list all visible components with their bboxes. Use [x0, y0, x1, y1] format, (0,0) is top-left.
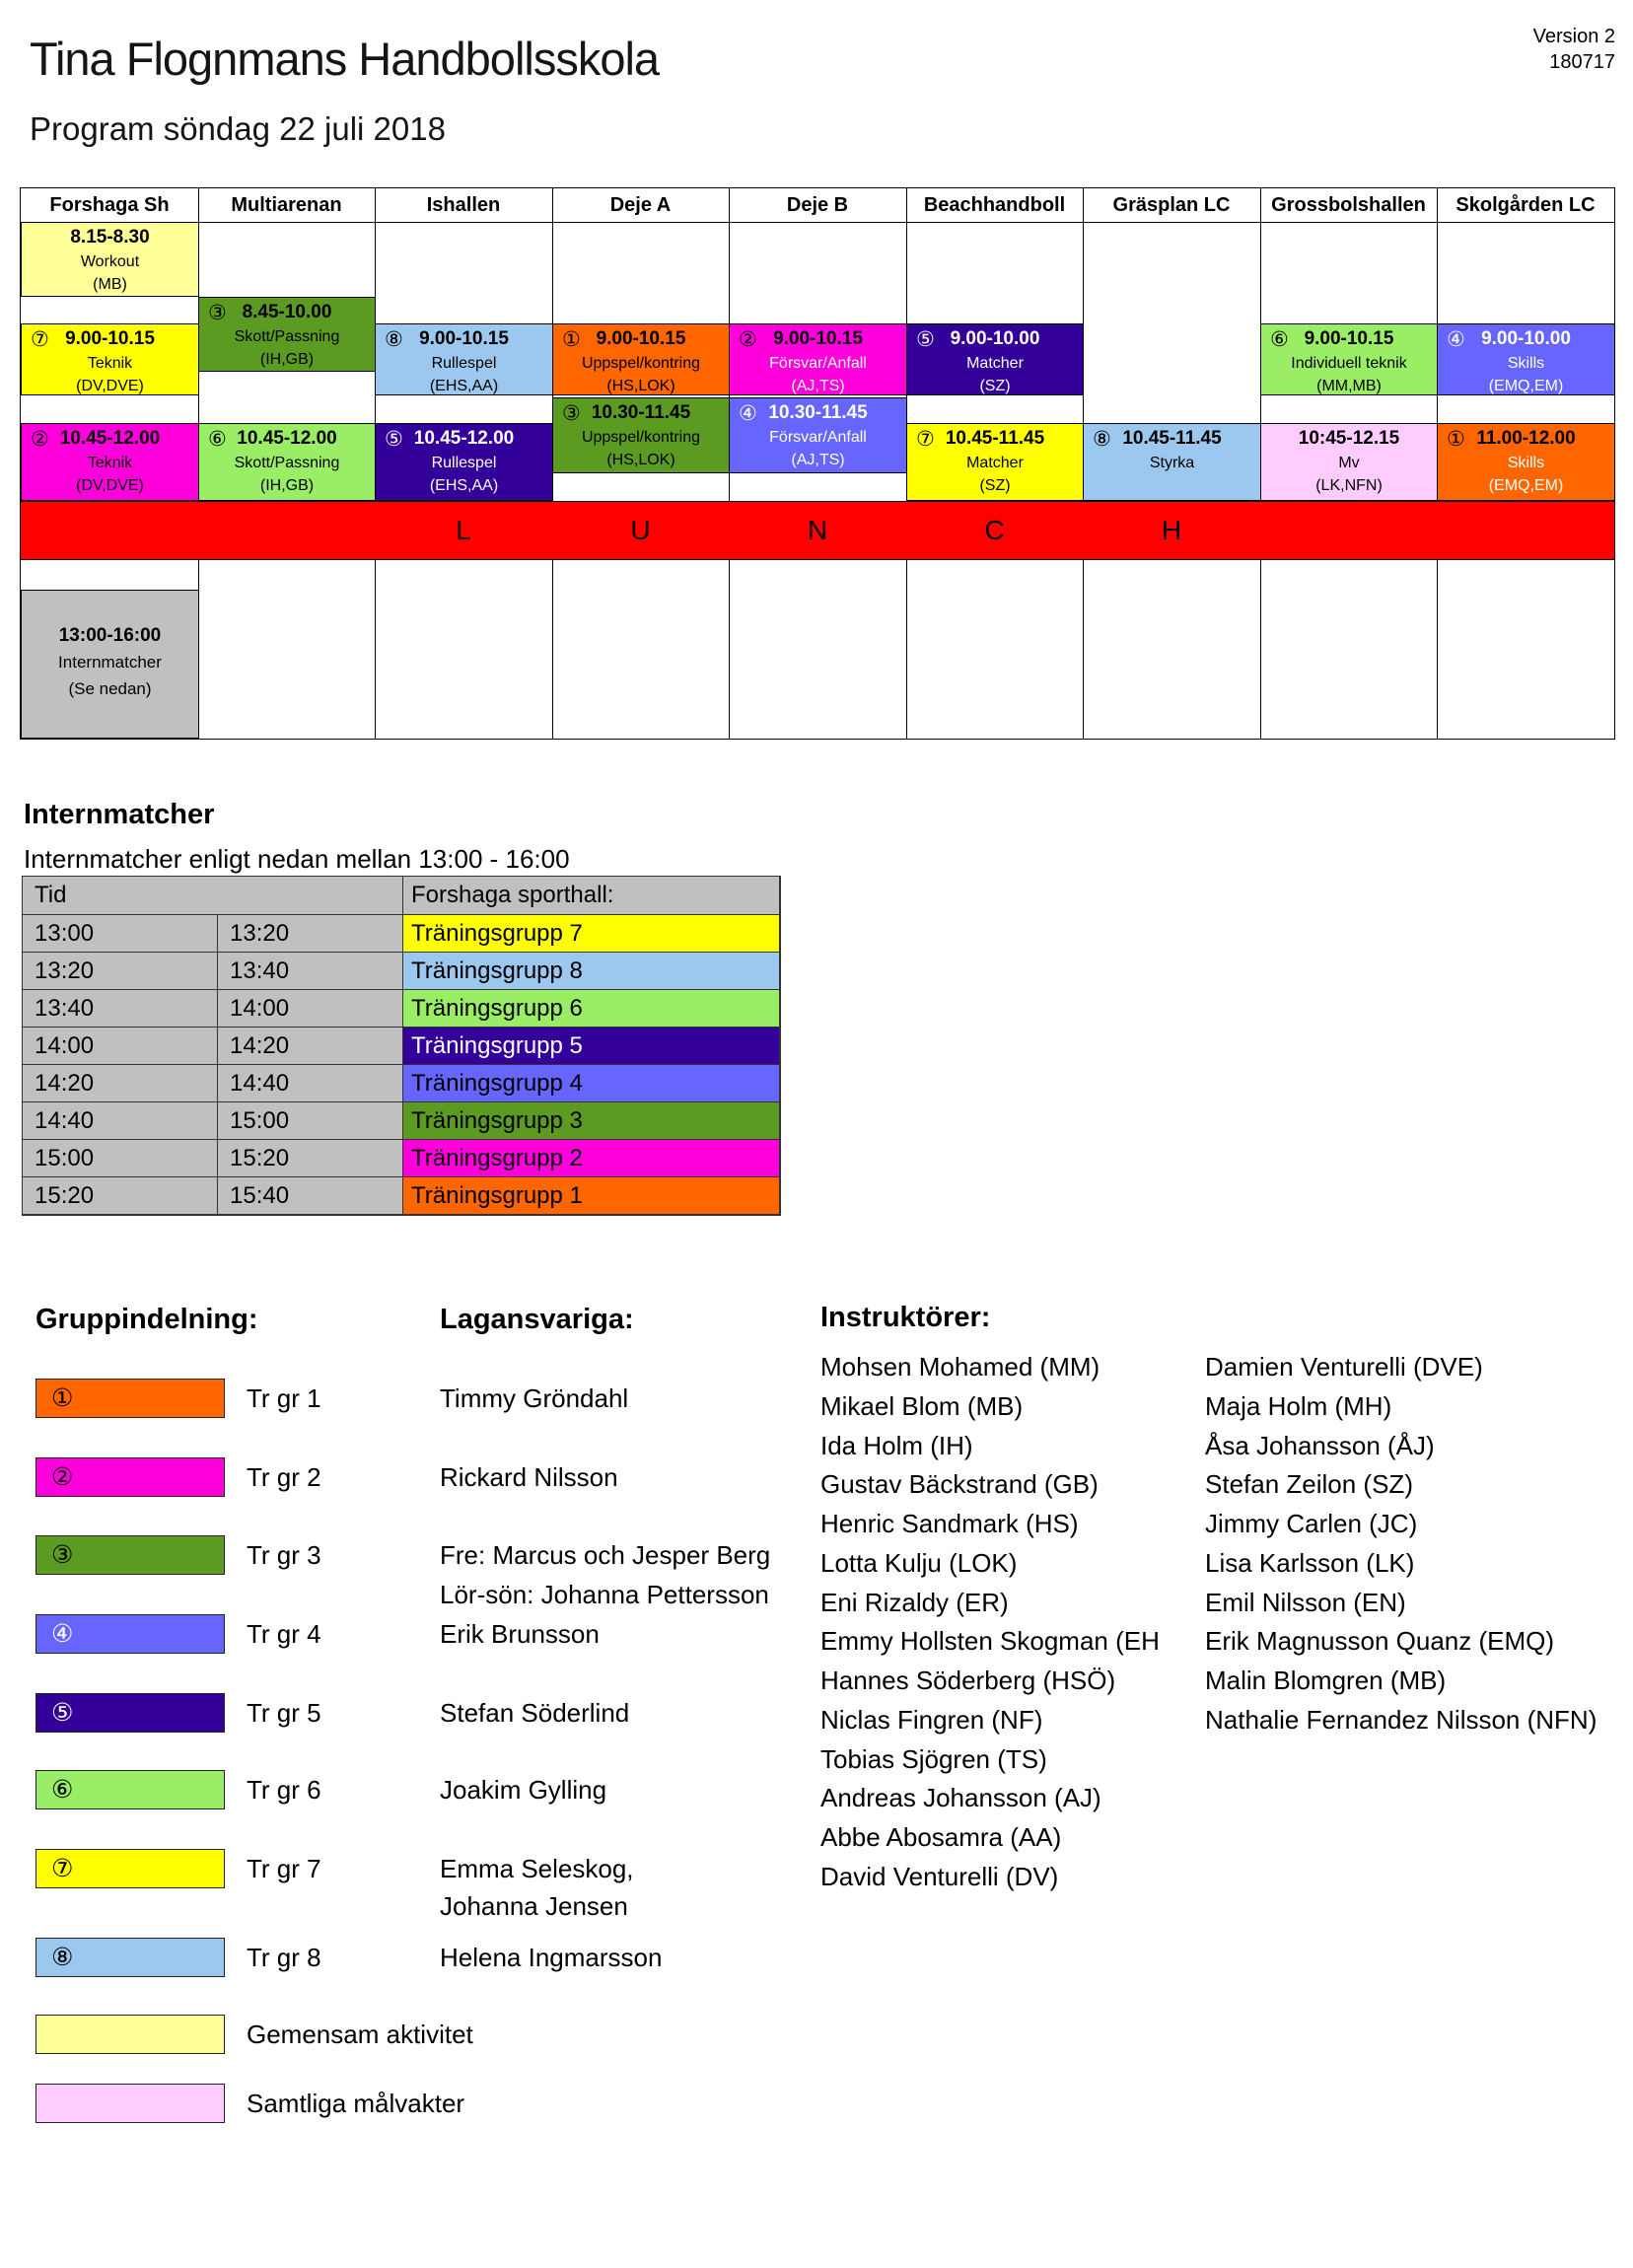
legend-color-bar	[36, 2015, 225, 2054]
manager-name: Timmy Gröndahl	[440, 1383, 629, 1413]
group-number-symbol: ①	[562, 328, 581, 351]
cell-time: 10.45-11.45	[945, 428, 1045, 449]
afternoon-time: 13:00-16:00	[58, 625, 162, 646]
im-header-tid: Tid	[23, 877, 403, 915]
cell-staff: (EMQ,EM)	[1488, 378, 1564, 394]
legend-label: Tr gr 2	[247, 1462, 321, 1492]
instructor-name: Lotta Kulju (LOK)	[820, 1548, 1018, 1578]
cell-staff: (IH,GB)	[259, 351, 315, 368]
cell-time: 10.45-12.00	[237, 428, 337, 449]
cell-time: 9.00-10.15	[1304, 328, 1394, 349]
im-group-cell: Träningsgrupp 1	[403, 1177, 780, 1215]
manager-name: Rickard Nilsson	[440, 1462, 618, 1492]
cell-time: 10.30-11.45	[591, 402, 691, 423]
instructor-name: Tobias Sjögren (TS)	[820, 1744, 1047, 1774]
cell-time: 9.00-10.15	[65, 328, 155, 349]
cell-staff: (AJ,TS)	[791, 378, 845, 394]
group-number-symbol: ⑦	[31, 328, 49, 351]
legend-color-bar	[36, 1457, 225, 1497]
cell-activity: Mv	[1338, 455, 1360, 471]
cell-activity: Rullespel	[431, 355, 497, 372]
cell-time: 11.00-12.00	[1476, 428, 1576, 449]
cell-activity: Teknik	[87, 355, 133, 372]
schedule-cell	[1260, 323, 1438, 395]
im-header-hall: Forshaga sporthall:	[403, 877, 780, 915]
schedule-cell	[21, 323, 199, 395]
schedule-column-header: Ishallen	[426, 193, 501, 216]
schedule-column-header: Grossbolshallen	[1271, 193, 1426, 216]
cell-time: 10.45-12.00	[413, 428, 515, 449]
cell-staff: (LK,NFN)	[1315, 477, 1383, 494]
instructor-name: Emmy Hollsten Skogman (EH	[820, 1626, 1160, 1656]
schedule-cell	[906, 323, 1084, 395]
schedule-cell	[198, 423, 376, 501]
schedule-cell	[552, 323, 730, 395]
legend-label: Tr gr 1	[247, 1383, 321, 1413]
cell-time: 10.30-11.45	[768, 402, 868, 423]
instructor-name: Stefan Zeilon (SZ)	[1205, 1469, 1413, 1499]
version-label: Version 2	[1532, 26, 1615, 47]
legend-label: Tr gr 8	[247, 1943, 321, 1972]
cell-activity: Skills	[1507, 355, 1545, 372]
schedule-cell	[1260, 423, 1438, 501]
instructor-name: Malin Blomgren (MB)	[1205, 1666, 1447, 1695]
legend-label: Tr gr 3	[247, 1540, 321, 1570]
legend-label: Tr gr 6	[247, 1775, 321, 1805]
cell-time: 9.00-10.15	[419, 328, 509, 349]
internmatcher-table	[22, 876, 781, 1216]
cell-activity: Matcher	[966, 355, 1024, 372]
im-end-time: 13:20	[218, 915, 403, 953]
instructor-name: Andreas Johansson (AJ)	[820, 1783, 1101, 1812]
instructor-name: Åsa Johansson (ÅJ)	[1205, 1431, 1435, 1460]
group-number-symbol: ①	[1447, 428, 1465, 451]
instructor-name: Damien Venturelli (DVE)	[1205, 1352, 1483, 1382]
cell-time: 8.45-10.00	[242, 302, 332, 322]
im-end-time: 14:20	[218, 1028, 403, 1065]
internmatcher-subtitle: Internmatcher enligt nedan mellan 13:00 - 16:00	[24, 844, 570, 874]
cell-staff: (HS,LOK)	[606, 452, 675, 468]
instructor-name: Eni Rizaldy (ER)	[820, 1588, 1009, 1617]
instructor-name: Erik Magnusson Quanz (EMQ)	[1205, 1626, 1555, 1656]
page-title: Tina Flognmans Handbollsskola	[30, 33, 660, 85]
cell-staff: (HS,LOK)	[606, 378, 675, 394]
im-start-time: 15:00	[23, 1140, 218, 1177]
schedule-cell	[21, 423, 199, 501]
afternoon-line2: Internmatcher	[58, 653, 162, 672]
im-group-cell: Träningsgrupp 4	[403, 1065, 780, 1102]
schedule-cell	[1083, 423, 1261, 501]
lunch-banner	[21, 501, 1614, 560]
group-number-symbol: ⑧	[385, 328, 403, 351]
cell-staff: (SZ)	[979, 477, 1011, 494]
cell-time: 9.00-10.15	[773, 328, 863, 349]
manager-name: Joakim Gylling	[440, 1775, 607, 1805]
legend-label: Tr gr 7	[247, 1854, 321, 1883]
group-number-symbol: ⑧	[1093, 428, 1111, 451]
instructor-name: Ida Holm (IH)	[820, 1431, 973, 1460]
im-start-time: 14:00	[23, 1028, 218, 1065]
cell-activity: Teknik	[87, 455, 133, 471]
cell-staff: (DV,DVE)	[76, 378, 144, 394]
cell-activity: Försvar/Anfall	[769, 429, 867, 446]
cell-staff: (EMQ,EM)	[1488, 477, 1564, 494]
instructor-name: Hannes Söderberg (HSÖ)	[820, 1666, 1116, 1695]
schedule-cell	[375, 423, 553, 501]
schedule-cell	[1437, 323, 1615, 395]
instructor-name: Henric Sandmark (HS)	[820, 1509, 1079, 1538]
instructor-name: Nathalie Fernandez Nilsson (NFN)	[1205, 1705, 1598, 1735]
im-end-time: 14:00	[218, 990, 403, 1028]
lunch-letter: C	[984, 515, 1005, 545]
cell-time: 9.00-10.15	[596, 328, 686, 349]
lunch-letter: U	[630, 515, 651, 545]
instructor-name: Niclas Fingren (NF)	[820, 1705, 1043, 1735]
legend-label: Tr gr 4	[247, 1619, 321, 1649]
legend-group-symbol: ④	[51, 1620, 74, 1648]
legend-label: Gemensam aktivitet	[247, 2020, 473, 2049]
legend-group-symbol: ⑤	[51, 1699, 74, 1727]
manager-name: Lör-sön: Johanna Pettersson	[440, 1580, 769, 1609]
cell-activity: Skott/Passning	[234, 328, 340, 345]
cell-time: 10.45-11.45	[1122, 428, 1222, 449]
schedule-cell	[552, 397, 730, 473]
lunch-letter: N	[807, 515, 828, 545]
cell-activity: Rullespel	[431, 455, 497, 471]
legend-heading: Gruppindelning:	[36, 1304, 258, 1335]
instructor-name: Emil Nilsson (EN)	[1205, 1588, 1406, 1617]
cell-staff: (SZ)	[979, 378, 1011, 394]
schedule-table	[20, 187, 1615, 740]
group-number-symbol: ②	[31, 428, 49, 451]
schedule-cell	[21, 222, 199, 297]
instructor-name: Maja Holm (MH)	[1205, 1391, 1392, 1421]
schedule-column-header: Gräsplan LC	[1112, 193, 1231, 216]
legend-color-bar	[36, 1849, 225, 1888]
legend-group-symbol: ⑦	[51, 1855, 74, 1882]
im-group-cell: Träningsgrupp 2	[403, 1140, 780, 1177]
legend-color-bar	[36, 1379, 225, 1418]
instructor-name: David Venturelli (DV)	[820, 1862, 1059, 1891]
legend-color-bar	[36, 2084, 225, 2123]
cell-staff: (IH,GB)	[259, 477, 315, 494]
im-group-cell: Träningsgrupp 6	[403, 990, 780, 1028]
im-end-time: 15:20	[218, 1140, 403, 1177]
instructor-name: Lisa Karlsson (LK)	[1205, 1548, 1415, 1578]
cell-staff: (MM,MB)	[1316, 378, 1382, 394]
instructors-heading: Instruktörer:	[820, 1302, 991, 1333]
afternoon-internmatcher-cell	[21, 590, 199, 739]
cell-activity: Individuell teknik	[1291, 355, 1407, 372]
group-number-symbol: ③	[562, 402, 581, 425]
group-number-symbol: ⑥	[1270, 328, 1289, 351]
schedule-cell	[729, 397, 907, 473]
cell-activity: Styrka	[1149, 455, 1195, 471]
instructor-name: Mohsen Mohamed (MM)	[820, 1352, 1100, 1382]
cell-time: 8.15-8.30	[70, 227, 150, 248]
managers-heading: Lagansvariga:	[440, 1304, 634, 1335]
legend-color-bar	[36, 1535, 225, 1575]
schedule-cell	[375, 323, 553, 395]
legend-group-symbol: ③	[51, 1541, 74, 1569]
schedule-column-header: Skolgården LC	[1456, 193, 1596, 216]
legend-color-bar	[36, 1770, 225, 1809]
im-group-cell: Träningsgrupp 7	[403, 915, 780, 953]
legend-color-bar	[36, 1938, 225, 1977]
im-end-time: 14:40	[218, 1065, 403, 1102]
schedule-cell	[198, 297, 376, 372]
cell-activity: Försvar/Anfall	[769, 355, 867, 372]
afternoon-line3: (Se nedan)	[68, 679, 152, 698]
im-end-time: 13:40	[218, 953, 403, 990]
schedule-column-header: Deje B	[786, 193, 849, 216]
version-date: 180717	[1549, 51, 1615, 73]
group-number-symbol: ④	[739, 402, 757, 425]
im-start-time: 14:20	[23, 1065, 218, 1102]
manager-name: Helena Ingmarsson	[440, 1943, 663, 1972]
im-group-cell: Träningsgrupp 8	[403, 953, 780, 990]
schedule-column-header: Deje A	[609, 193, 672, 216]
schedule-cell	[906, 423, 1084, 501]
cell-activity: Workout	[80, 253, 140, 270]
legend-label: Tr gr 5	[247, 1698, 321, 1728]
cell-time: 10:45-12.15	[1298, 428, 1400, 449]
legend-group-symbol: ⑧	[51, 1944, 74, 1971]
im-start-time: 14:40	[23, 1102, 218, 1140]
cell-time: 9.00-10.00	[1481, 328, 1571, 349]
version-block	[1533, 24, 1615, 75]
im-end-time: 15:00	[218, 1102, 403, 1140]
im-start-time: 13:40	[23, 990, 218, 1028]
lunch-letter: L	[456, 515, 471, 545]
schedule-cell	[729, 323, 907, 395]
manager-name: Stefan Söderlind	[440, 1698, 630, 1728]
im-end-time: 15:40	[218, 1177, 403, 1215]
cell-activity: Skills	[1507, 455, 1545, 471]
cell-staff: (EHS,AA)	[429, 477, 499, 494]
cell-activity: Uppspel/kontring	[581, 355, 701, 372]
group-number-symbol: ②	[739, 328, 757, 351]
cell-activity: Uppspel/kontring	[581, 429, 701, 446]
cell-staff: (MB)	[93, 276, 127, 293]
im-start-time: 13:20	[23, 953, 218, 990]
legend-group-symbol: ⑥	[51, 1776, 74, 1804]
cell-time: 10.45-12.00	[59, 428, 161, 449]
schedule-column-header: Forshaga Sh	[49, 193, 170, 216]
legend-group-symbol: ②	[51, 1463, 74, 1491]
manager-name: Johanna Jensen	[440, 1891, 628, 1921]
manager-name: Erik Brunsson	[440, 1619, 600, 1649]
schedule-column-header: Beachhandboll	[923, 193, 1066, 216]
cell-staff: (DV,DVE)	[76, 477, 144, 494]
instructor-name: Abbe Abosamra (AA)	[820, 1822, 1062, 1852]
legend-color-bar	[36, 1614, 225, 1654]
instructor-name: Gustav Bäckstrand (GB)	[820, 1469, 1099, 1499]
header-bottom-line	[21, 222, 1614, 223]
group-number-symbol: ③	[208, 302, 227, 324]
cell-activity: Matcher	[966, 455, 1024, 471]
manager-name: Fre: Marcus och Jesper Berg	[440, 1540, 771, 1570]
lunch-letter: H	[1161, 515, 1182, 545]
im-group-cell: Träningsgrupp 5	[403, 1028, 780, 1065]
im-group-cell: Träningsgrupp 3	[403, 1102, 780, 1140]
cell-time: 9.00-10.00	[950, 328, 1040, 349]
legend-group-symbol: ①	[51, 1384, 74, 1412]
legend-color-bar	[36, 1693, 225, 1733]
group-number-symbol: ⑤	[916, 328, 935, 351]
im-start-time: 13:00	[23, 915, 218, 953]
im-start-time: 15:20	[23, 1177, 218, 1215]
schedule-cell	[1437, 423, 1615, 501]
cell-staff: (AJ,TS)	[791, 452, 845, 468]
instructor-name: Mikael Blom (MB)	[820, 1391, 1024, 1421]
cell-activity: Skott/Passning	[234, 455, 340, 471]
group-number-symbol: ④	[1447, 328, 1465, 351]
group-number-symbol: ⑤	[385, 428, 403, 451]
instructor-name: Jimmy Carlen (JC)	[1205, 1509, 1418, 1538]
legend-label: Samtliga målvakter	[247, 2089, 465, 2118]
cell-staff: (EHS,AA)	[429, 378, 499, 394]
internmatcher-heading: Internmatcher	[24, 799, 215, 830]
group-number-symbol: ⑥	[208, 428, 227, 451]
page-subtitle: Program söndag 22 juli 2018	[30, 110, 446, 147]
manager-name: Emma Seleskog,	[440, 1854, 634, 1883]
schedule-column-header: Multiarenan	[231, 193, 342, 216]
group-number-symbol: ⑦	[916, 428, 935, 451]
